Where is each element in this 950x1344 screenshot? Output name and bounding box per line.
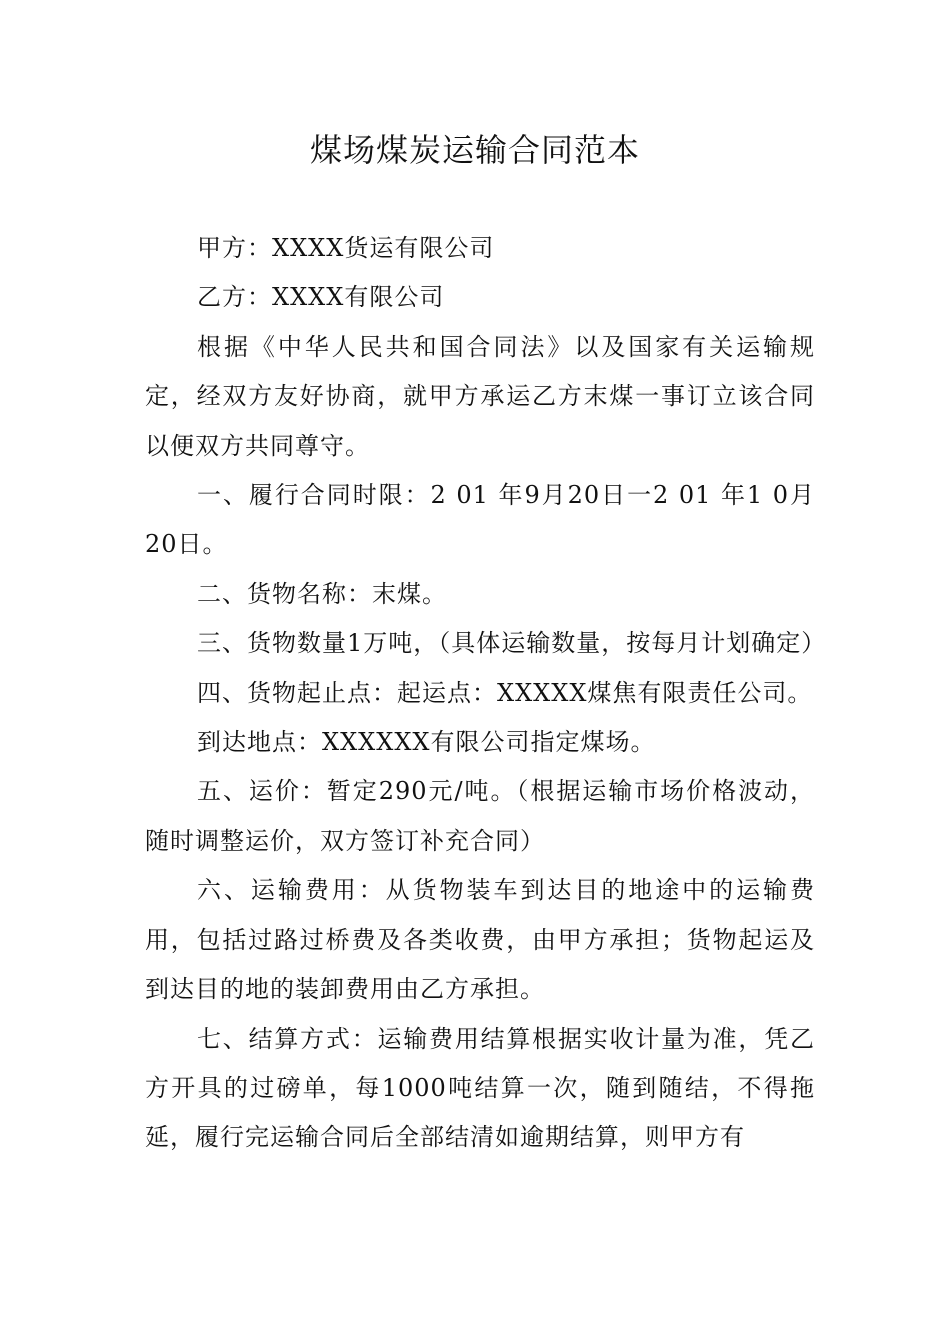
clause-term: 一、履行合同时限：2 01 年9月20日一2 01 年1 0月20日。 xyxy=(145,481,815,559)
preamble-paragraph: 根据《中华人民共和国合同法》以及国家有关运输规定，经双方友好协商，就甲方承运乙方末煤一事订立该合同以便双方共同尊守。 xyxy=(145,332,815,460)
clause-settlement: 七、结算方式：运输费用结算根据实收计量为准，凭乙方开具的过磅单，每1000吨结算一次，随到随结，不得拖延，履行完运输合同后全部结清如逾期结算，则甲方有 xyxy=(145,1024,815,1152)
document-body xyxy=(145,224,827,1163)
clause-transport-costs: 六、运输费用：从货物装车到达目的地途中的运输费用，包括过路过桥费及各类收费，由甲方承担；货物起运及到达目的地的装卸费用由乙方承担。 xyxy=(145,876,815,1004)
clause-origin: 四、货物起止点：起运点：XXXXX煤焦有限责任公司。 xyxy=(197,678,813,707)
document-title: 煤场煤炭运输合同范本 xyxy=(309,131,640,169)
clause-goods-quantity: 三、货物数量1万吨，（具体运输数量，按每月计划确定） xyxy=(197,629,827,658)
clause-freight-rate: 五、运价：暂定290元/吨。（根据运输市场价格波动，随时调整运价，双方签订补充合同） xyxy=(145,777,815,855)
party-a-line: 甲方：XXXX货运有限公司 xyxy=(197,234,495,262)
clause-destination: 到达地点：XXXXXX有限公司指定煤场。 xyxy=(197,728,656,757)
clause-goods-name: 二、货物名称：末煤。 xyxy=(197,579,447,608)
party-b-line: 乙方：XXXX有限公司 xyxy=(197,283,445,312)
